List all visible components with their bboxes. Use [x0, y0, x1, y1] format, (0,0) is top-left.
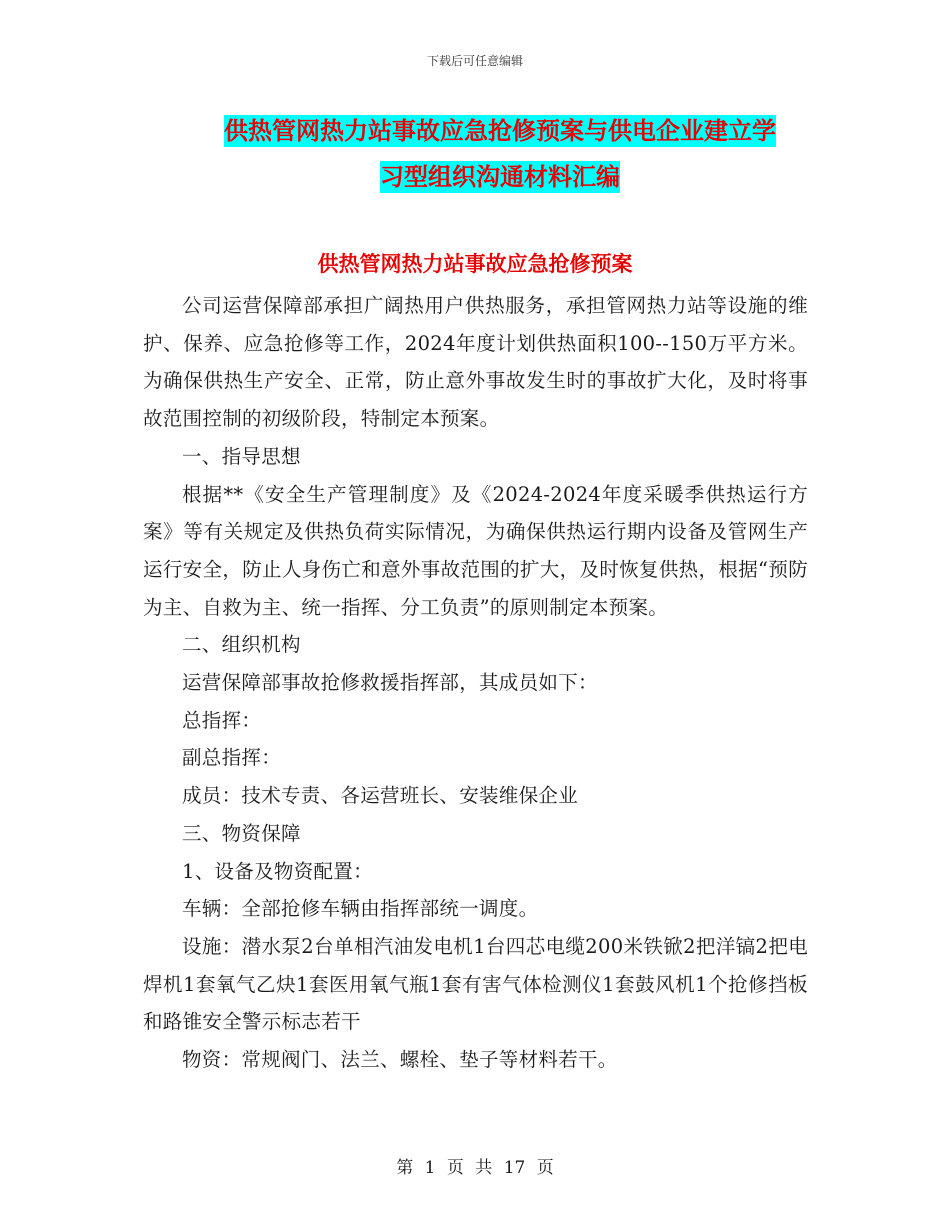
- paragraph: 根据**《安全生产管理制度》及《2024-2024年度采暖季供热运行方案》等有关规定及供热负荷实际情况，为确保供热运行期内设备及管网生产运行安全，防止人身伤亡和意外事故范围的扩大，及时恢复供热，根据“预防为主、自救为主、统一指挥、分工负责”的原则制定本预案。: [143, 482, 808, 619]
- heading-material-support: 三、物资保障: [182, 821, 301, 845]
- document-title: [120, 108, 880, 200]
- document-title-line-2: 习型组织沟通材料汇编: [380, 163, 620, 191]
- paragraph: 运营保障部事故抢修救援指挥部，其成员如下：: [182, 671, 598, 695]
- paragraph: 物资：常规阀门、法兰、螺栓、垫子等材料若干。: [182, 1048, 618, 1072]
- paragraph: 设施：潜水泵2台单相汽油发电机1台四芯电缆200米铁锨2把洋镐2把电焊机1套氧气乙炔1套医用氧气瓶1套有害气体检测仪1套鼓风机1个抢修挡板和路锥安全警示标志若干: [143, 934, 808, 1034]
- document-title-line-1: 供热管网热力站事故应急抢修预案与供电企业建立学: [224, 117, 776, 145]
- heading-guiding-ideology: 一、指导思想: [182, 444, 301, 468]
- paragraph: 车辆：全部抢修车辆由指挥部统一调度。: [182, 897, 539, 921]
- paragraph: 副总指挥：: [182, 746, 282, 770]
- paragraph: 1、设备及物资配置：: [182, 859, 373, 883]
- paragraph: 总指挥：: [182, 708, 262, 732]
- header-note: 下载后可任意编辑: [426, 54, 523, 68]
- paragraph: 成员：技术专责、各运营班长、安装维保企业: [182, 784, 579, 808]
- page-footer: 第 1 页 共 17 页: [396, 1158, 554, 1178]
- paragraph: 公司运营保障部承担广阔热用户供热服务，承担管网热力站等设施的维护、保养、应急抢修等工作，2024年度计划供热面积100--150万平方米。为确保供热生产安全、正常，防止意外事故发生时的事故扩大化，及时将事故范围控制的初级阶段，特制定本预案。: [143, 294, 808, 431]
- section-title: 供热管网热力站事故应急抢修预案: [317, 252, 633, 276]
- heading-organization: 二、组织机构: [182, 633, 301, 657]
- body-text: [143, 287, 808, 1079]
